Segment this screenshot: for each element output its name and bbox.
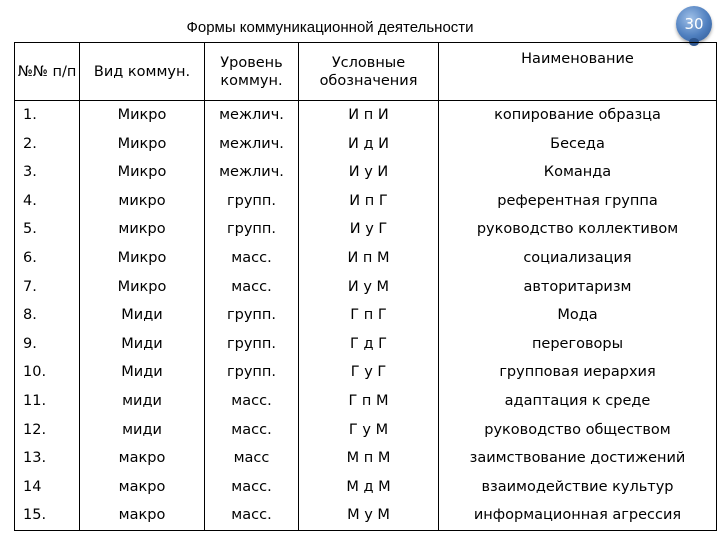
- cell-level: межлич.: [205, 130, 299, 159]
- table-row: [15, 444, 717, 473]
- table-row: [15, 330, 717, 359]
- cell-num: 6.: [15, 244, 80, 273]
- cell-name: заимствование достижений: [439, 444, 717, 473]
- table-row: [15, 101, 717, 130]
- cell-name: Беседа: [439, 130, 717, 159]
- cell-kind: Микро: [80, 130, 205, 159]
- cell-num: 8.: [15, 301, 80, 330]
- table-row: [15, 416, 717, 445]
- table-row: [15, 273, 717, 302]
- cell-symbol: И у И: [299, 158, 439, 187]
- cell-kind: Микро: [80, 101, 205, 130]
- table-row: [15, 358, 717, 387]
- cell-name: переговоры: [439, 330, 717, 359]
- cell-symbol: Г д Г: [299, 330, 439, 359]
- table-row: [15, 244, 717, 273]
- cell-kind: Миди: [80, 301, 205, 330]
- cell-kind: Миди: [80, 358, 205, 387]
- cell-name: авторитаризм: [439, 273, 717, 302]
- cell-kind: Микро: [80, 273, 205, 302]
- cell-num: 11.: [15, 387, 80, 416]
- cell-name: адаптация к среде: [439, 387, 717, 416]
- cell-level: групп.: [205, 301, 299, 330]
- slide-title: Формы коммуникационной деятельности: [186, 19, 474, 36]
- cell-num: 9.: [15, 330, 80, 359]
- header-kind: Вид коммун.: [80, 43, 205, 101]
- header-level: Уровень коммун.: [205, 43, 299, 101]
- cell-name: референтная группа: [439, 187, 717, 216]
- cell-level: масс.: [205, 473, 299, 502]
- cell-symbol: Г у Г: [299, 358, 439, 387]
- cell-num: 5.: [15, 215, 80, 244]
- cell-num: 2.: [15, 130, 80, 159]
- cell-level: групп.: [205, 187, 299, 216]
- cell-level: групп.: [205, 358, 299, 387]
- table-row: [15, 187, 717, 216]
- cell-name: руководство обществом: [439, 416, 717, 445]
- communication-forms-table: [14, 42, 717, 531]
- table-row: [15, 215, 717, 244]
- cell-num: 3.: [15, 158, 80, 187]
- cell-level: групп.: [205, 330, 299, 359]
- cell-num: 4.: [15, 187, 80, 216]
- cell-level: масс.: [205, 501, 299, 530]
- cell-num: 10.: [15, 358, 80, 387]
- page-number-badge: 30: [676, 6, 712, 42]
- header-symbol: Условные обозначения: [299, 43, 439, 101]
- cell-symbol: М д М: [299, 473, 439, 502]
- cell-level: межлич.: [205, 101, 299, 130]
- cell-level: масс.: [205, 244, 299, 273]
- cell-symbol: Г п М: [299, 387, 439, 416]
- cell-kind: микро: [80, 187, 205, 216]
- table-body: [15, 101, 717, 531]
- cell-num: 13.: [15, 444, 80, 473]
- cell-name: копирование образца: [439, 101, 717, 130]
- cell-num: 1.: [15, 101, 80, 130]
- cell-num: 15.: [15, 501, 80, 530]
- cell-symbol: И у Г: [299, 215, 439, 244]
- header-name: Наименование: [439, 43, 717, 101]
- cell-symbol: И п И: [299, 101, 439, 130]
- cell-level: масс.: [205, 387, 299, 416]
- cell-kind: миди: [80, 416, 205, 445]
- cell-level: групп.: [205, 215, 299, 244]
- cell-num: 7.: [15, 273, 80, 302]
- cell-kind: Микро: [80, 244, 205, 273]
- cell-num: 14: [15, 473, 80, 502]
- cell-name: руководство коллективом: [439, 215, 717, 244]
- cell-symbol: И д И: [299, 130, 439, 159]
- cell-level: масс.: [205, 416, 299, 445]
- cell-name: Мода: [439, 301, 717, 330]
- cell-symbol: И п М: [299, 244, 439, 273]
- cell-symbol: И у М: [299, 273, 439, 302]
- cell-level: межлич.: [205, 158, 299, 187]
- table-row: [15, 130, 717, 159]
- header-num: №№ п/п: [15, 43, 80, 101]
- cell-symbol: Г п Г: [299, 301, 439, 330]
- cell-kind: Миди: [80, 330, 205, 359]
- cell-symbol: М п М: [299, 444, 439, 473]
- cell-name: социализация: [439, 244, 717, 273]
- cell-num: 12.: [15, 416, 80, 445]
- cell-kind: микро: [80, 215, 205, 244]
- cell-kind: макро: [80, 501, 205, 530]
- table-row: [15, 387, 717, 416]
- cell-level: масс: [205, 444, 299, 473]
- table-row: [15, 158, 717, 187]
- cell-kind: миди: [80, 387, 205, 416]
- cell-kind: макро: [80, 444, 205, 473]
- cell-level: масс.: [205, 273, 299, 302]
- cell-symbol: М у М: [299, 501, 439, 530]
- cell-kind: макро: [80, 473, 205, 502]
- cell-symbol: Г у М: [299, 416, 439, 445]
- cell-name: Команда: [439, 158, 717, 187]
- cell-name: информационная агрессия: [439, 501, 717, 530]
- table-row: [15, 473, 717, 502]
- table-header-row: [15, 43, 717, 101]
- table-row: [15, 301, 717, 330]
- table-row: [15, 501, 717, 530]
- cell-kind: Микро: [80, 158, 205, 187]
- cell-symbol: И п Г: [299, 187, 439, 216]
- cell-name: взаимодействие культур: [439, 473, 717, 502]
- cell-name: групповая иерархия: [439, 358, 717, 387]
